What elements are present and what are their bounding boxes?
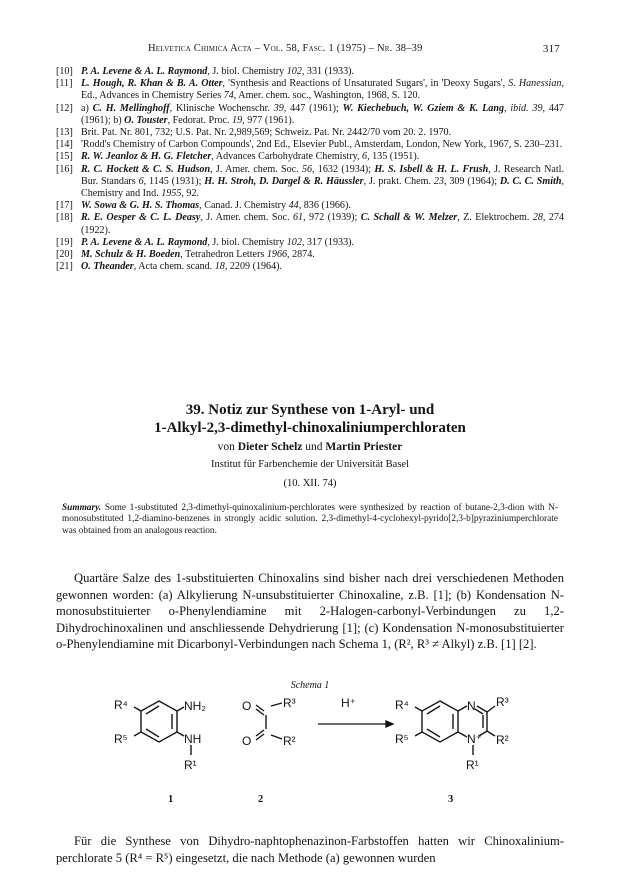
pyrazine-ring [458, 732, 467, 737]
reference-authors: L. Hough, R. Khan & B. A. Otter [81, 78, 223, 90]
reference-authors: P. A. Levene & A. L. Raymond [81, 236, 208, 248]
schema-label: Schema 1 [290, 680, 330, 691]
reference-text: , J. prakt. Chem. [363, 175, 434, 187]
reference-number: [14] [56, 139, 73, 151]
reference-text: 102 [286, 236, 302, 248]
c2-o-top: O [242, 699, 252, 713]
reference-entry [56, 139, 564, 151]
reference-text: , J. biol. Chemistry [207, 66, 287, 77]
reference-text: , 1632 (1934); [312, 163, 375, 175]
reference-text: 39 [273, 102, 284, 114]
reference-entry [56, 103, 564, 127]
reference-text: , Acta chem. scand. [133, 261, 215, 273]
reference-text: , 92. [181, 188, 200, 200]
reference-text: , 447 (1961); b) [81, 102, 564, 126]
pyrazine-ring [458, 706, 467, 711]
c3-r1: R¹ [466, 758, 479, 772]
bond [415, 732, 422, 736]
reference-number: [21] [56, 261, 73, 273]
reference-authors: D. C. C. Smith [499, 175, 562, 187]
summary-label: Summary. [62, 503, 102, 513]
reference-text: Brit. Pat. Nr. 801, 732; U.S. Pat. Nr. 2,989,569; Schweiz. Pat. Nr. 2442/70 vom 20. 2. 1970. [81, 127, 452, 139]
compound-2 [256, 703, 282, 740]
reference-text: , 2209 (1964). [224, 261, 283, 273]
reference-text: 74 [223, 90, 234, 102]
reference-text: , 135 (1951). [367, 151, 420, 163]
reference-number: [12] [56, 102, 73, 114]
reference-text: 6 [362, 151, 368, 163]
reference-number: [17] [56, 200, 73, 212]
reference-text: 39 [532, 102, 543, 114]
reference-text: 18 [214, 261, 225, 273]
reference-text: , Amer. chem. soc., Washington, 1968, S. 120. [233, 90, 421, 102]
c2-o-bottom: O [242, 734, 252, 748]
arrow-label: H⁺ [341, 696, 356, 710]
compound-3 [415, 701, 495, 755]
reference-text: 56 [301, 163, 313, 175]
reference-entry [56, 78, 564, 102]
author-2: Martin Priester [325, 441, 403, 453]
reference-text: a) [81, 102, 93, 114]
reference-number: [15] [56, 151, 73, 163]
reference-text: 28 [532, 212, 543, 224]
c3-r4: R⁴ [395, 698, 409, 712]
bond [271, 735, 282, 739]
reference-text: , J. Research Natl. Bur. Standars [81, 163, 565, 187]
and-word: und [302, 441, 326, 453]
reference-list [56, 66, 564, 273]
reference-authors: P. A. Levene & A. L. Raymond [81, 66, 208, 77]
reference-text: , Advances Carbohydrate Chemistry, [211, 151, 363, 163]
reference-authors: W. Kiechebuch, W. Gziem & K. Lang [342, 102, 505, 114]
page-number: 317 [542, 43, 560, 55]
c1-r1: R¹ [184, 758, 197, 772]
reference-text: S. Hanessian [508, 78, 562, 90]
reference-text: 'Rodd's Chemistry of Carbon Compounds', 2nd Ed., Elsevier Publ., Amsterdam, London, New York, 1967, S. 230–231. [81, 139, 563, 151]
c3-n-plus: N⁺ [467, 732, 482, 746]
double-bond [475, 709, 483, 714]
reference-text: , 317 (1933). [301, 236, 355, 248]
reference-text: , Fedorat. Proc. [167, 114, 233, 126]
reference-text: , 309 (1964); [443, 175, 500, 187]
reference-text: , 447 (1961); [283, 102, 343, 114]
compound-number-2: 2 [258, 794, 264, 805]
reference-text: , 2874. [287, 249, 315, 261]
paragraph-2: Für die Synthese von Dihydro-naphtophenazinon-Farbstoffen hatten wir Chinoxalinium-perchlorate 5 (R⁴ = R⁵) eingesetzt, die nach Methode (a) gewonnen wurden [56, 834, 564, 865]
c3-r2: R² [496, 733, 509, 747]
bond [177, 707, 184, 711]
compound-number-1: 1 [168, 794, 174, 805]
c1-nh2: NH₂ [184, 699, 206, 713]
reference-authors: W. Sowa & G. H. S. Thomas [81, 200, 200, 212]
author-line [56, 441, 564, 453]
bond [134, 707, 141, 711]
reference-authors: R. W. Jeanloz & H. G. Fletcher [81, 151, 212, 163]
journal-line: Helvetica Chimica Acta – Vol. 58, Fasc. 1 (1975) – Nr. 38–39 [148, 43, 423, 54]
reference-text: , Chemistry and Ind. [81, 175, 564, 200]
reference-text: 102 [286, 66, 302, 77]
reference-text: , [504, 102, 511, 114]
c1-nh: NH [184, 732, 202, 746]
affiliation: Institut für Farbenchemie der Universität Basel [211, 459, 409, 470]
reference-text: , Klinische Wochenschr. [169, 102, 274, 114]
reaction-scheme [96, 693, 566, 813]
reference-text: , Z. Elektrochem. [457, 212, 533, 224]
bond [177, 732, 184, 736]
reference-authors: M. Schulz & H. Boeden [81, 249, 181, 261]
reference-entry [56, 127, 564, 139]
reference-entry [56, 200, 564, 212]
reference-number: [11] [56, 78, 73, 90]
by-word: von [217, 441, 238, 453]
reference-number: [20] [56, 249, 73, 261]
bond [134, 732, 141, 736]
reference-entry [56, 164, 564, 201]
reference-number: [19] [56, 236, 73, 248]
reference-number: [13] [56, 127, 73, 139]
summary [62, 503, 558, 537]
paragraph-1: Quartäre Salze des 1-substituierten Chinoxalins sind bisher nach drei verschiedenen Methoden gewonnen worden: (a) Alkylierung N-unsubstituierter Chinoxaline, z.B. [1]; (b) Kondensation N-monosubstituierter o-Phenylendiamine mit 2-Halogen-carbonyl-Verbindungen zu 1,2-Dihydrochinoxalinen und anschliessende Dehydrierung [1]; (c) Kondensation N-monosubstituierter o-Phenylendiamine mit Dicarbonyl-Verbindungen nach Schema 1, (R², R³ ≠ Alkyl) z.B. [1] [2]. [56, 571, 564, 652]
reference-text: , 977 (1961). [242, 114, 295, 126]
author-1: Dieter Schelz [237, 441, 303, 453]
c1-r4: R⁴ [114, 698, 128, 712]
reference-entry [56, 151, 564, 163]
reference-authors: O. Touster [124, 114, 168, 126]
c1-r5: R⁵ [114, 732, 128, 746]
c3-r5: R⁵ [395, 732, 409, 746]
reference-number: [10] [56, 66, 73, 77]
title-line-1: 39. Notiz zur Synthese von 1-Aryl- und [185, 402, 435, 418]
title-line-2: 1-Alkyl-2,3-dimethyl-chinoxaliniumperchloraten [154, 420, 466, 436]
reference-entry [56, 249, 564, 261]
reference-text: , Canad. J. Chemistry [199, 200, 289, 212]
c2-r3: R³ [283, 696, 296, 710]
c3-n-top: N [467, 699, 476, 713]
reference-entry [56, 237, 564, 249]
bond [487, 731, 495, 736]
reaction-arrow [318, 721, 393, 727]
reference-text: 6 [138, 175, 144, 187]
reference-text: ibid. [510, 102, 529, 114]
reference-text: , 'Synthesis and Reactions of Unsaturated Sugars', in 'Deoxy Sugars', [222, 78, 509, 90]
compound-1 [134, 701, 191, 755]
reference-entry [56, 66, 564, 78]
reference-text: , J. biol. Chemistry [207, 236, 287, 248]
reference-text: , Ed., Advances in Chemistry Series [81, 78, 564, 102]
reference-text: 19 [232, 114, 243, 126]
summary-text: Some 1-substituted 2,3-dimethyl-quinoxalinium-perchlorates were synthesized by reaction of butane-2,3-dion with N-monosubstituted 1,2-diamino-benzenes in strongly acidic solution. 2,3-dimethyl-4-cyclohexyl-pyrido[2,3-b]pyraziniumperchlorate was obtained from an analogous reaction. [62, 503, 558, 536]
reference-entry [56, 212, 564, 236]
reference-text: , J. Amer. chem. Soc. [200, 212, 293, 224]
reference-text: , Tetrahedron Letters [180, 249, 267, 261]
reference-text: , 836 (1966). [298, 200, 351, 212]
reference-authors: H. S. Isbell & H. L. Frush [374, 163, 489, 175]
reference-text: 61 [292, 212, 304, 224]
reference-text: , 972 (1939); [303, 212, 361, 224]
reference-authors: H. H. Stroh, D. Dargel & R. Häussler [204, 175, 364, 187]
bond [415, 707, 422, 711]
reference-authors: C. Schall & W. Melzer [360, 212, 458, 224]
article-title [56, 401, 564, 437]
bond [271, 703, 282, 706]
reference-authors: R. C. Hockett & C. S. Hudson [81, 163, 211, 175]
c3-r3: R³ [496, 695, 509, 709]
reference-authors: C. H. Mellinghoff [92, 102, 170, 114]
reference-text: , J. Amer. chem. Soc. [210, 163, 302, 175]
reference-number: [16] [56, 163, 73, 175]
reference-authors: R. E. Oesper & C. L. Deasy [81, 212, 201, 224]
c2-r2: R² [283, 734, 296, 748]
reference-text: 44 [288, 200, 299, 212]
reference-text: , 1145 (1931); [143, 175, 205, 187]
received-date: (10. XII. 74) [283, 478, 337, 489]
reference-text: , 331 (1933). [301, 66, 355, 77]
reference-text: 23 [433, 175, 444, 187]
running-header [75, 43, 560, 59]
reference-authors: O. Theander [81, 261, 134, 273]
bond [487, 706, 495, 712]
compound-number-3: 3 [448, 794, 454, 805]
reference-text: , 274 (1922). [81, 212, 565, 236]
reference-number: [18] [56, 212, 73, 224]
reference-text: 1955 [161, 188, 182, 200]
reference-text: 1966 [266, 249, 288, 261]
reference-entry [56, 261, 564, 273]
